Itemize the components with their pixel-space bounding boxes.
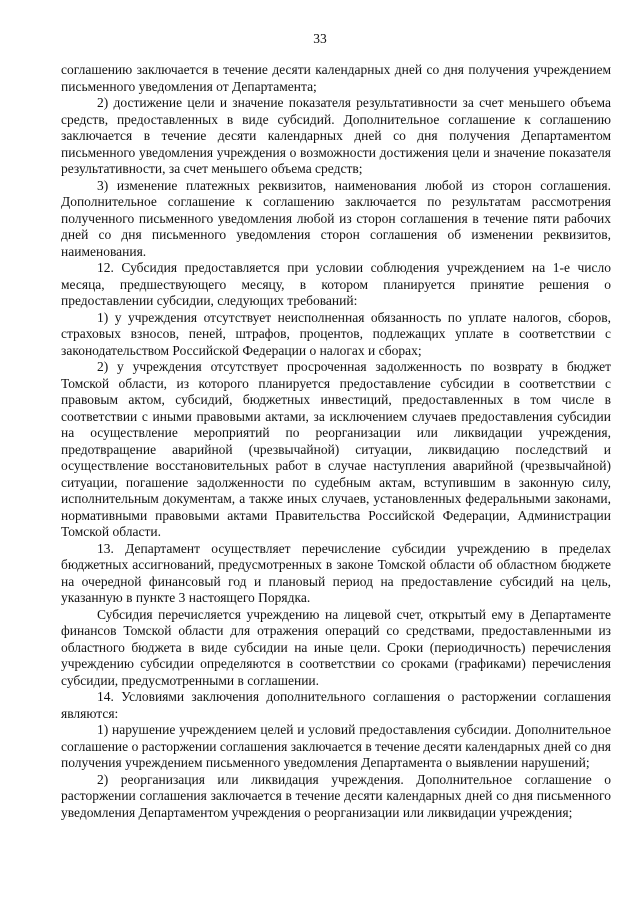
paragraph-section-13: 13. Департамент осуществляет перечисление субсидии учреждению в пределах бюджетных ассигнований, предусмотренных в законе Томской области об областном бюджете на очередной финансовый год и плановый период на предоставление субсидий на цель, указанную в пункте 3 настоящего Порядка.	[61, 540, 611, 605]
paragraph-section-14-item-1: 1) нарушение учреждением целей и условий предоставления субсидии. Дополнительное соглашение о расторжении соглашения заключается в течение десяти календарных дней со дня получения учреждением письменного уведомления Департамента о выявлении нарушений;	[61, 722, 611, 770]
page-number: 33	[313, 31, 327, 46]
paragraph-section-12: 12. Субсидия предоставляется при условии соблюдения учреждением на 1-е число месяца, предшествующего месяцу, в котором планируется принятие решения о предоставлении субсидии, следующих требований:	[61, 260, 611, 308]
paragraph-section-12-item-1: 1) у учреждения отсутствует неисполненная обязанность по уплате налогов, сборов, страховых взносов, пеней, штрафов, процентов, подлежащих уплате в соответствии с законодательством Российской Федерации о налогах и сборах;	[61, 309, 611, 358]
paragraph-section-12-item-2: 2) у учреждения отсутствует просроченная задолженность по возврату в бюджет Томской области, из которого планируется предоставление субсидии в соответствии с правовым актом, субсидий, бюджетных инвестиций, предоставленных в том числе в соответствии с иными правовыми актами, за исключением случаев предоставления субсидии на осуществление мероприятий по реорганизации или ликвидации учреждения, предотвращение аварийной (чрезвычайной) ситуации, ликвидацию последствий и осуществление восстановительных работ в случае наступления аварийной (чрезвычайной) ситуации, погашение задолженности по судебным актам, вступившим в законную силу, исполнительным документам, а также иных случаев, установленных федеральными законами, нормативными правовыми актами Правительства Российской Федерации, Администрации Томской области.	[61, 359, 611, 539]
paragraph-continuation: соглашению заключается в течение десяти календарных дней со дня получения учреждением письменного уведомления от Департамента;	[61, 62, 611, 94]
paragraph-section-14-item-2: 2) реорганизация или ликвидация учреждения. Дополнительное соглашение о расторжении соглашения заключается в течение десяти календарных дней со дня письменного уведомления Департаментом учреждения о реорганизации или ликвидации учреждения;	[61, 771, 611, 820]
paragraph-section-14: 14. Условиями заключения дополнительного соглашения о расторжении соглашения являются:	[61, 689, 611, 721]
paragraph-item-3: 3) изменение платежных реквизитов, наименования любой из сторон соглашения. Дополнительное соглашение к соглашению заключается по результатам рассмотрения полученного письменного уведомления любой из сторон соглашения в течение пяти рабочих дней со дня письменного уведомления сторон соглашения об изменении реквизитов, наименования.	[61, 177, 611, 259]
paragraph-item-2: 2) достижение цели и значение показателя результативности за счет меньшего объема средств, предоставленных в виде субсидий. Дополнительное соглашение к соглашению заключается в течение десяти календарных дней со дня получения Департаментом письменного уведомления учреждения о возможности достижения цели и значение показателя результативности, за счет меньшего объема средств;	[61, 95, 611, 176]
document-body	[61, 62, 611, 821]
paragraph-subsidy-transfer: Субсидия перечисляется учреждению на лицевой счет, открытый ему в Департаменте финансов Томской области для отражения операций со средствами, предоставленными из областного бюджета в виде субсидии на иные цели. Сроки (периодичность) перечисления учреждению субсидии определяются в соответствии со сроками (графиками) перечисления субсидии, предусмотренными в соглашении.	[61, 606, 611, 688]
